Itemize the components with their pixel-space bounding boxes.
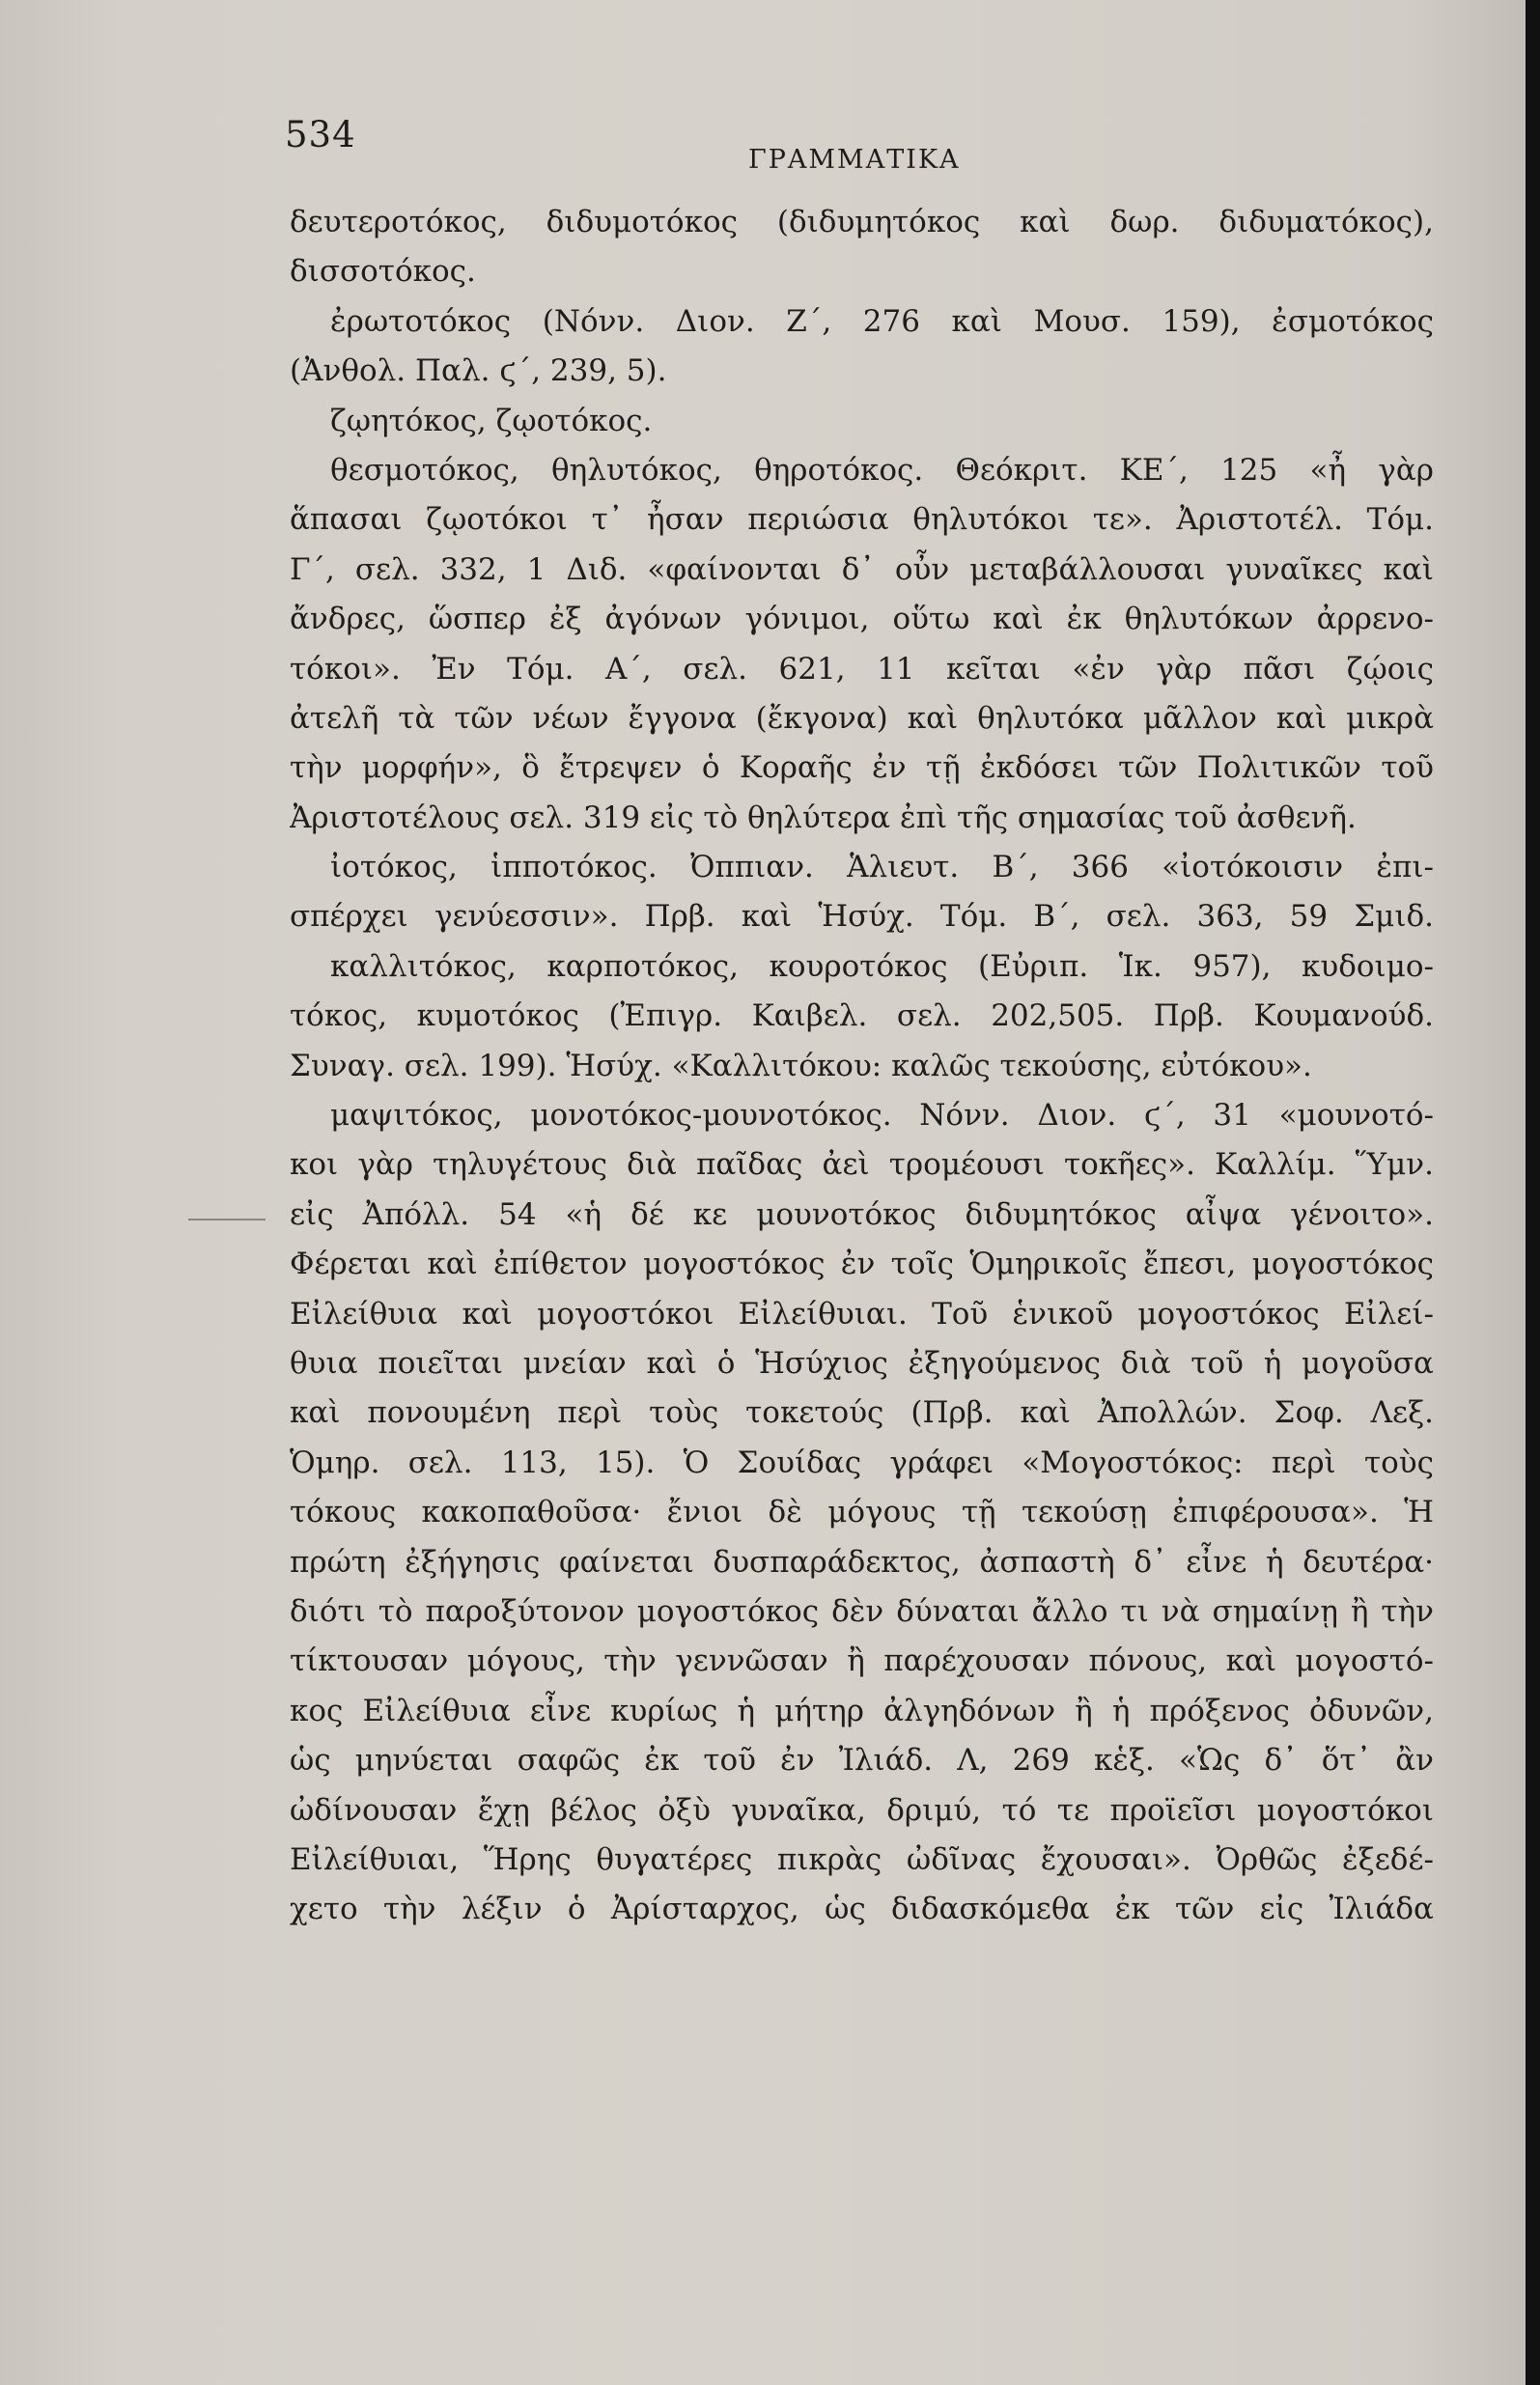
page-header — [285, 114, 1424, 175]
text-line: ὡς μηνύεται σαφῶς ἐκ τοῦ ἐν Ἰλιάδ. Λ, 269 κἑξ. «Ὡς δ᾽ ὅτ᾽ ἂν — [290, 1743, 1434, 1779]
text-line: ἅπασαι ζῳοτόκοι τ᾽ ἦσαν περιώσια θηλυτόκοι τε». Ἀριστοτέλ. Τόμ. — [290, 502, 1434, 538]
text-line: διότι τὸ παροξύτονον μογοστόκος δὲν δύναται ἄλλο τι νὰ σημαίνῃ ἢ τὴν — [290, 1593, 1434, 1629]
text-line: Ἀριστοτέλους σελ. 319 εἰς τὸ θηλύτερα ἐπὶ τῆς σημασίας τοῦ ἀσθενῆ. — [290, 800, 1357, 835]
text-line: σπέρχει γενύεσσιν». Πρβ. καὶ Ἡσύχ. Τόμ. Β΄, σελ. 363, 59 Σμιδ. — [290, 899, 1434, 935]
text-line: Φέρεται καὶ ἐπίθετον μογοστόκος ἐν τοῖς Ὁμηρικοῖς ἔπεσι, μογοστόκος — [290, 1247, 1434, 1282]
text-line: ἀτελῆ τὰ τῶν νέων ἔγγονα (ἔκγονα) καὶ θηλυτόκα μᾶλλον καὶ μικρὰ — [290, 700, 1434, 736]
margin-mark — [188, 1219, 266, 1221]
text-line: Ὁμηρ. σελ. 113, 15). Ὁ Σουίδας γράφει «Μογοστόκος: περὶ τοὺς — [290, 1445, 1434, 1480]
text-line: κος Εἰλείθυια εἶνε κυρίως ἡ μήτηρ ἀλγηδόνων ἢ ἡ πρόξενος ὀδυνῶν, — [290, 1693, 1434, 1728]
text-line: ἐρωτοτόκος (Νόνν. Διον. Ζ΄, 276 καὶ Μουσ. 159), ἐσμοτόκος — [330, 303, 1434, 339]
text-line: πρώτη ἐξήγησις φαίνεται δυσπαράδεκτος, ἀσπαστὴ δ᾽ εἶνε ἡ δευτέρα· — [290, 1544, 1434, 1580]
text-line: τὴν μορφήν», ὃ ἔτρεψεν ὁ Κοραῆς ἐν τῇ ἐκδόσει τῶν Πολιτικῶν τοῦ — [290, 750, 1434, 786]
text-line: τίκτουσαν μόγους, τὴν γεννῶσαν ἢ παρέχουσαν πόνους, καὶ μογοστό- — [290, 1643, 1434, 1679]
text-line: ἰοτόκος, ἱπποτόκος. Ὀππιαν. Ἁλιευτ. Β΄, 366 «ἰοτόκοισιν ἐπι- — [330, 850, 1434, 885]
text-line: θεσμοτόκος, θηλυτόκος, θηροτόκος. Θεόκριτ. ΚΕ΄, 125 «ἦ γὰρ — [330, 452, 1434, 488]
text-line: δισσοτόκος. — [290, 254, 476, 290]
running-head: ΓΡΑΜΜΑΤΙΚΑ — [748, 145, 961, 175]
text-line: ἄνδρες, ὥσπερ ἐξ ἀγόνων γόνιμοι, οὕτω καὶ ἐκ θηλυτόκων ἀρρενο- — [290, 602, 1434, 637]
text-line: καλλιτόκος, καρποτόκος, κουροτόκος (Εὐριπ. Ἱκ. 957), κυδοιμο- — [330, 948, 1434, 984]
text-line: καὶ πονουμένη περὶ τοὺς τοκετούς (Πρβ. καὶ Ἀπολλών. Σοφ. Λεξ. — [290, 1395, 1434, 1431]
body-text — [290, 198, 1434, 1935]
scan-edge — [1526, 0, 1540, 2385]
text-line: Συναγ. σελ. 199). Ἡσύχ. «Καλλιτόκου: καλῶς τεκούσης, εὐτόκου». — [290, 1048, 1312, 1083]
text-line: Εἰλείθυια καὶ μογοστόκοι Εἰλείθυιαι. Τοῦ ἑνικοῦ μογοστόκος Εἰλεί- — [290, 1296, 1434, 1332]
text-line: μαψιτόκος, μονοτόκος-μουνοτόκος. Νόνν. Διον. ϛ΄, 31 «μουνοτό- — [330, 1098, 1434, 1134]
text-line: ὠδίνουσαν ἔχῃ βέλος ὀξὺ γυναῖκα, δριμύ, τό τε προϊεῖσι μογοστόκοι — [290, 1792, 1434, 1828]
text-line: Εἰλείθυιαι, Ἥρης θυγατέρες πικρὰς ὠδῖνας ἔχουσαι». Ὀρθῶς ἐξεδέ- — [290, 1841, 1434, 1877]
text-line: (Ἀνθολ. Παλ. ϛ΄, 239, 5). — [290, 353, 667, 389]
text-line: Γ΄, σελ. 332, 1 Διδ. «φαίνονται δ᾽ οὖν μεταβάλλουσαι γυναῖκες καὶ — [290, 551, 1434, 587]
text-line: θυια ποιεῖται μνείαν καὶ ὁ Ἡσύχιος ἐξηγούμενος διὰ τοῦ ἡ μογοῦσα — [290, 1345, 1434, 1381]
text-line: τόκος, κυμοτόκος (Ἐπιγρ. Καιβελ. σελ. 202,505. Πρβ. Κουμανούδ. — [290, 998, 1434, 1034]
text-line: τόκοι». Ἐν Τόμ. Α΄, σελ. 621, 11 κεῖται «ἐν γὰρ πᾶσι ζῴοις — [290, 651, 1434, 687]
page-number: 534 — [285, 114, 356, 155]
text-line: τόκους κακοπαθοῦσα· ἔνιοι δὲ μόγους τῇ τεκούσῃ ἐπιφέρουσα». Ἡ — [290, 1495, 1434, 1530]
text-line: δευτεροτόκος, διδυμοτόκος (διδυμητόκος καὶ δωρ. διδυματόκος), — [290, 205, 1434, 239]
text-line: ζῳητόκος, ζῳοτόκος. — [330, 403, 653, 438]
text-line: χετο τὴν λέξιν ὁ Ἀρίσταρχος, ὡς διδασκόμεθα ἐκ τῶν εἰς Ἰλιάδα — [290, 1892, 1434, 1927]
text-line: κοι γὰρ τηλυγέτους διὰ παῖδας ἀεὶ τρομέουσι τοκῆες». Καλλίμ. Ὕμν. — [290, 1147, 1434, 1183]
text-line: εἰς Ἀπόλλ. 54 «ἡ δέ κε μουνοτόκος διδυμητόκος αἶψα γένοιτο». — [290, 1196, 1434, 1232]
